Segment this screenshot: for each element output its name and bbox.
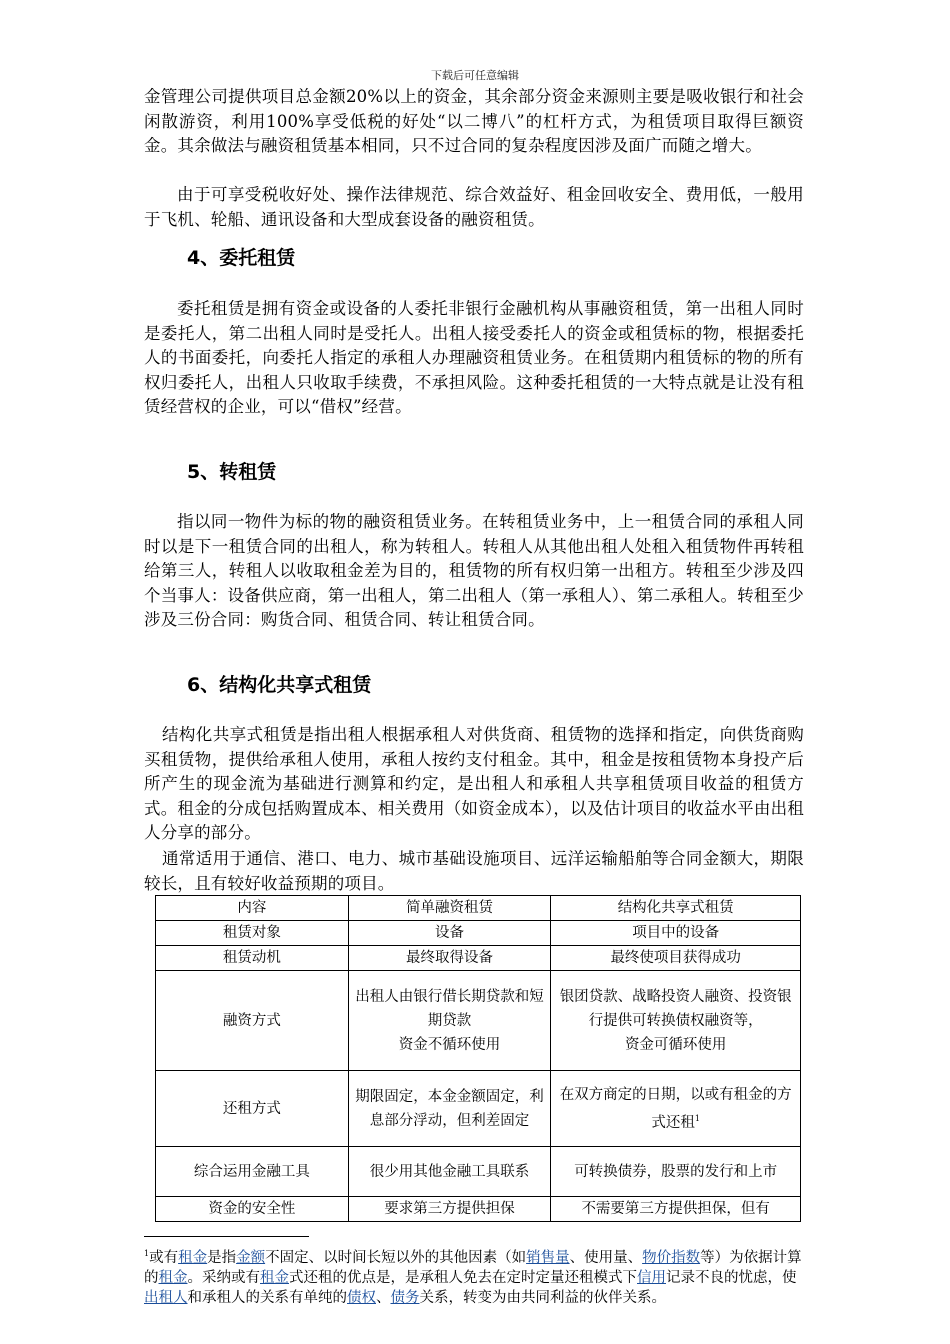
footnote-link[interactable]: 信用	[637, 1269, 666, 1286]
paragraph-tax-benefits: 由于可享受税收好处、操作法律规范、综合效益好、租金回收安全、费用低，一般用于飞机、轮船、通讯设备和大型成套设备的融资租赁。	[144, 185, 804, 229]
table-cell: 要求第三方提供担保	[348, 1197, 551, 1222]
footnote-link[interactable]: 金额	[236, 1249, 266, 1266]
footnote-body	[144, 1250, 802, 1306]
table-row	[156, 1147, 801, 1197]
table-row	[156, 921, 801, 946]
header-note: 下载后可任意编辑	[431, 69, 519, 82]
table-cell: 资金的安全性	[156, 1197, 349, 1222]
table-cell: 很少用其他金融工具联系	[348, 1147, 551, 1197]
table-cell: 租赁动机	[156, 946, 349, 971]
table-header-cell: 内容	[156, 896, 349, 921]
table-cell: 最终使项目获得成功	[551, 946, 801, 971]
heading-sublease: 5、转租赁	[187, 461, 277, 483]
table-cell	[551, 1071, 801, 1147]
paragraph-entrusted-lease: 委托租赁是拥有资金或设备的人委托非银行金融机构从事融资租赁，第一出租人同时是委托人，第二出租人同时是受托人。出租人接受委托人的资金或租赁标的物，根据委托人的书面委托，向委托人指定的承租人办理融资租赁业务。在租赁期内租赁标的物的所有权归委托人，出租人只收取手续费，不承担风险。这种委托租赁的一大特点就是让没有租赁经营权的企业，可以“借权”经营。	[144, 299, 804, 416]
comparison-table	[155, 895, 801, 1222]
footnote-marker[interactable]: 1	[694, 1113, 700, 1123]
paragraph-structured-lease: 结构化共享式租赁是指出租人根据承租人对供货商、租赁物的选择和指定，向供货商购买租赁物，提供给承租人使用，承租人按约支付租金。其中，租金是按租赁物本身投产后所产生的现金流为基础进行测算和约定，是出租人和承租人共享租赁项目收益的租赁方式。租金的分成包括购置成本、相关费用（如资金成本），以及估计项目的收益水平由出租人分享的部分。	[144, 725, 804, 842]
footnote-text: 等）为依据计算的	[144, 1249, 802, 1286]
repayment-text: 在双方商定的日期，以或有租金的方式还租	[559, 1086, 792, 1131]
footnote-link[interactable]: 债权	[347, 1289, 376, 1306]
table-cell: 出租人由银行借长期贷款和短期贷款 资金不循环使用	[348, 971, 551, 1071]
table-cell: 最终取得设备	[348, 946, 551, 971]
footnote-link[interactable]: 租金	[178, 1249, 208, 1266]
table-header-cell: 结构化共享式租赁	[551, 896, 801, 921]
footnote-text: 和承租人的关系有单纯的	[187, 1289, 347, 1306]
footnote-text: 关系，转变为由共同利益的伙伴关系。	[419, 1289, 666, 1306]
table-header-cell: 简单融资租赁	[348, 896, 551, 921]
paragraph-trust-fund: 金管理公司提供项目总金额20%以上的资金，其余部分资金来源则主要是吸收银行和社会闲散游资，利用100%享受低税的好处“以二博八”的杠杆方式，为租赁项目取得巨额资金。其余做法与融资租赁基本相同，只不过合同的复杂程度因涉及面广而随之增大。	[144, 87, 804, 155]
table-cell: 综合运用金融工具	[156, 1147, 349, 1197]
footnote-text: 不固定、以时间长短以外的其他因素（如	[265, 1249, 527, 1266]
footnote-link[interactable]: 销售量	[526, 1249, 570, 1266]
paragraph-applicable-projects: 通常适用于通信、港口、电力、城市基础设施项目、远洋运输船舶等合同金额大，期限较长，且有较好收益预期的项目。	[144, 849, 804, 893]
footnote-divider	[144, 1236, 309, 1237]
table-row	[156, 1071, 801, 1147]
table-row	[156, 971, 801, 1071]
table-cell: 融资方式	[156, 971, 349, 1071]
table-row	[156, 1197, 801, 1222]
footnote-link[interactable]: 租金	[158, 1269, 188, 1286]
footnote-text: 或有	[149, 1249, 179, 1266]
footnote-text: 是指	[207, 1249, 237, 1266]
heading-structured-lease: 6、结构化共享式租赁	[187, 674, 372, 696]
paragraph-sublease: 指以同一物件为标的物的融资租赁业务。在转租赁业务中，上一租赁合同的承租人同时以是下一租赁合同的出租人，称为转租人。转租人从其他出租人处租入租赁物件再转租给第三人，转租人以收取租金差为目的，租赁物的所有权归第一出租方。转租至少涉及四个当事人：设备供应商，第一出租人，第二出租人（第一承租人）、第二承租人。转租至少涉及三份合同：购货合同、租赁合同、转让租赁合同。	[144, 512, 804, 629]
table-cell: 期限固定，本金金额固定，利息部分浮动，但利差固定	[348, 1071, 551, 1147]
table-cell: 还租方式	[156, 1071, 349, 1147]
table-cell: 不需要第三方提供担保，但有	[551, 1197, 801, 1222]
footnote-text: 。采纳或有	[187, 1269, 260, 1286]
footnote-marker: 1	[144, 1249, 150, 1258]
footnote-text: 、使用量、	[569, 1249, 643, 1266]
table-cell: 租赁对象	[156, 921, 349, 946]
footnote-link[interactable]: 出租人	[144, 1289, 188, 1306]
footnote-text: 式还租的优点是，是承租人免去在定时定量还租模式下	[289, 1269, 637, 1286]
footnote-link[interactable]: 租金	[260, 1269, 289, 1286]
footnote-link[interactable]: 债务	[390, 1289, 420, 1306]
footnote-text: 记录不良的忧虑，使	[666, 1269, 797, 1286]
table-header-row	[156, 896, 801, 921]
table-cell: 银团贷款、战略投资人融资、投资银行提供可转换债权融资等， 资金可循环使用	[551, 971, 801, 1071]
table-row	[156, 946, 801, 971]
footnote	[144, 1244, 804, 1308]
table-cell: 可转换债券，股票的发行和上市	[551, 1147, 801, 1197]
table-cell: 项目中的设备	[551, 921, 801, 946]
table-cell: 设备	[348, 921, 551, 946]
footnote-text: 、	[376, 1289, 391, 1306]
footnote-link[interactable]: 物价指数	[642, 1249, 701, 1266]
heading-entrusted-lease: 4、委托租赁	[187, 247, 296, 269]
